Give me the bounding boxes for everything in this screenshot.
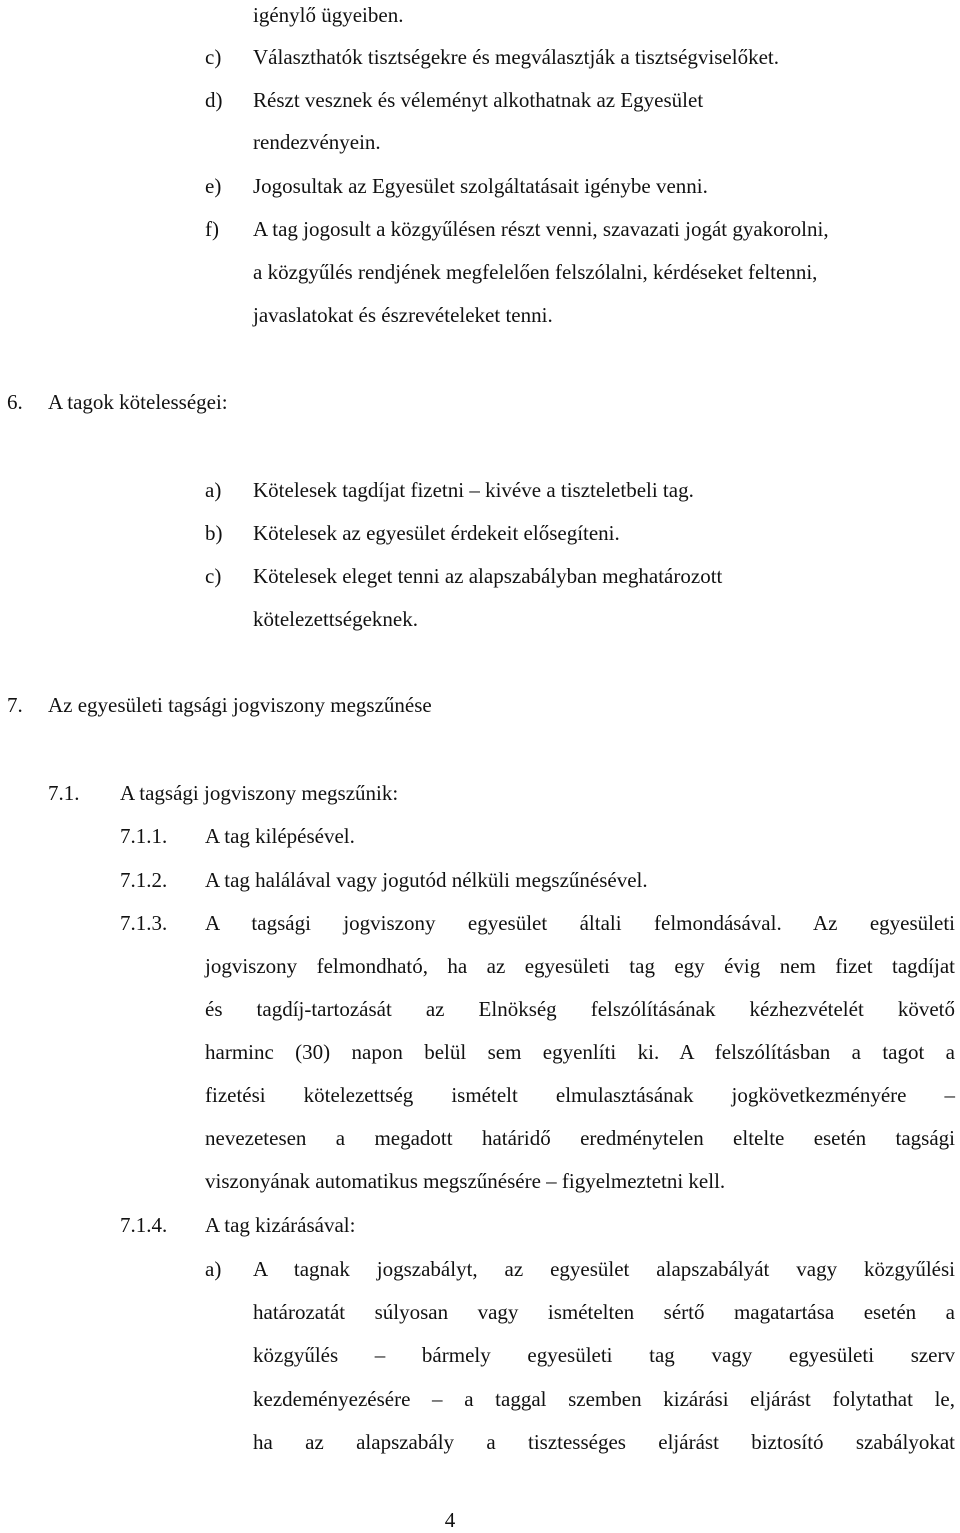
item-text: fizetési kötelezettség ismételt elmulasztásának jogkövetkezményére – xyxy=(205,1083,955,1107)
item-text: A tag kizárásával: xyxy=(205,1213,356,1237)
item-label: a) xyxy=(205,1257,222,1281)
section-title: Az egyesületi tagsági jogviszony megszűnése xyxy=(48,693,432,717)
subsection-number: 7.1. xyxy=(48,781,80,805)
item-text: harminc (30) napon belül sem egyenlíti ki. A felszólításban a tagot a xyxy=(205,1040,955,1064)
item-text: közgyűlés – bármely egyesületi tag vagy egyesületi szerv xyxy=(253,1343,955,1367)
item-text: viszonyának automatikus megszűnésére – figyelmeztetni kell. xyxy=(205,1169,726,1193)
section-title: A tagok kötelességei: xyxy=(48,390,228,414)
item-label: 7.1.2. xyxy=(120,868,168,892)
item-text: javaslatokat és észrevételeket tenni. xyxy=(253,303,553,327)
item-text: Kötelesek tagdíjat fizetni – kivéve a tiszteletbeli tag. xyxy=(253,478,694,502)
item-text: kötelezettségeknek. xyxy=(253,607,419,631)
item-text: és tagdíj-tartozását az Elnökség felszólításának kézhezvételét követő xyxy=(205,997,955,1021)
item-text: nevezetesen a megadott határidő eredménytelen eltelte esetén tagsági xyxy=(205,1126,955,1150)
item-label: 7.1.4. xyxy=(120,1213,168,1237)
item-text: A tagsági jogviszony egyesület általi felmondásával. Az egyesületi xyxy=(205,911,955,935)
item-text: ha az alapszabály a tisztességes eljárást biztosító szabályokat xyxy=(253,1430,955,1454)
item-label: 7.1.1. xyxy=(120,824,168,848)
item-text: jogviszony felmondható, ha az egyesületi tag egy évig nem fizet tagdíjat xyxy=(205,954,955,978)
item-text: a közgyűlés rendjének megfelelően felszólalni, kérdéseket feltenni, xyxy=(253,260,818,284)
item-label: f) xyxy=(205,217,219,241)
item-text: rendezvényein. xyxy=(253,130,381,154)
item-label: e) xyxy=(205,174,222,198)
item-text: határozatát súlyosan vagy ismételten sértő magatartása esetén a xyxy=(253,1300,955,1324)
item-text: Kötelesek eleget tenni az alapszabályban meghatározott xyxy=(253,564,723,588)
item-text: Jogosultak az Egyesület szolgáltatásait igénybe venni. xyxy=(253,174,708,198)
item-text: A tagnak jogszabályt, az egyesület alapszabályát vagy közgyűlési xyxy=(253,1257,955,1281)
item-text: A tag jogosult a közgyűlésen részt venni, szavazati jogát gyakorolni, xyxy=(253,217,829,241)
item-text: A tag kilépésével. xyxy=(205,824,355,848)
item-text: Kötelesek az egyesület érdekeit elősegíteni. xyxy=(253,521,620,545)
item-label: 7.1.3. xyxy=(120,911,168,935)
section-number: 6. xyxy=(7,390,23,414)
item-label: a) xyxy=(205,478,222,502)
section-number: 7. xyxy=(7,693,23,717)
item-text: Választhatók tisztségekre és megválasztják a tisztségviselőket. xyxy=(253,45,779,69)
item-text: A tag halálával vagy jogutód nélküli megszűnésével. xyxy=(205,868,648,892)
continuation-text: igénylő ügyeiben. xyxy=(253,3,404,27)
subsection-title: A tagsági jogviszony megszűnik: xyxy=(120,781,399,805)
item-label: b) xyxy=(205,521,223,545)
page-number: 4 xyxy=(444,1508,456,1532)
item-label: c) xyxy=(205,45,222,69)
item-label: c) xyxy=(205,564,222,588)
item-label: d) xyxy=(205,88,223,112)
item-text: Részt vesznek és véleményt alkothatnak az Egyesület xyxy=(253,88,704,112)
item-text: kezdeményezésére – a taggal szemben kizárási eljárást folytathat le, xyxy=(253,1387,955,1411)
